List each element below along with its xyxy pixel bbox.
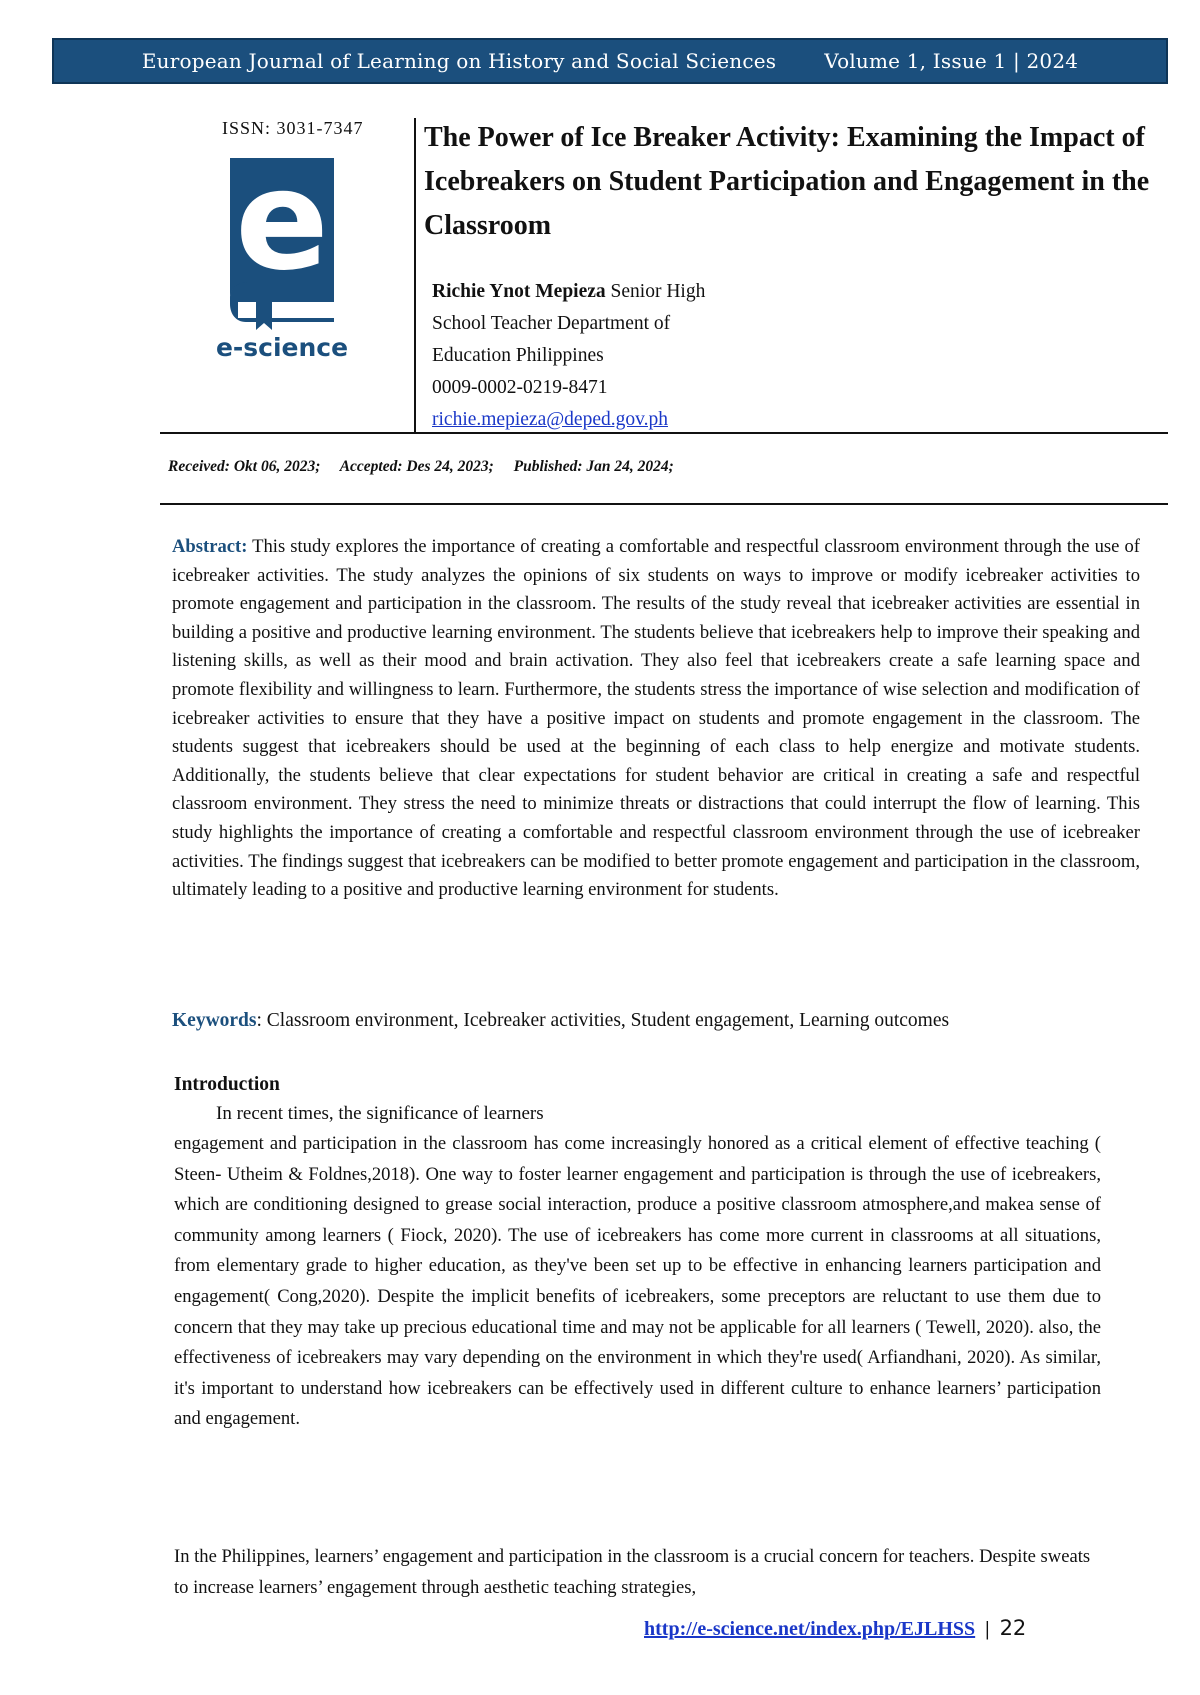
footer-separator: | (985, 1618, 990, 1640)
volume-issue: Volume 1, Issue 1 | 2024 (824, 49, 1079, 73)
introduction-paragraph-1: engagement and participation in the classroom has come increasingly honored as a critical element of effective teaching ( Steen- Utheim & Foldnes,2018). One way to foster learner engagement and participation is through the use of icebreakers, which are conditioning designed to grease social interaction, produce a positive classroom atmosphere,and makea sense of community among learners ( Fiock, 2020). The use of icebreakers has come more current in classrooms at all situations, from elementary grade to higher education, as they've been set up to be effective in enhancing learners participation and engagement( Cong,2020). Despite the implicit benefits of icebreakers, some preceptors are reluctant to use them due to concern that they may take up precious educational time and may not be applicable for all learners ( Tewell, 2020). also, the effectiveness of icebreakers may vary depending on the environment in which they're used( Arfiandhani, 2020). As similar, it's important to understand how icebreakers can be effectively used in different culture to enhance learners’ participation and engagement. (174, 1133, 1101, 1430)
author-name: Richie Ynot Mepieza (432, 281, 606, 302)
page-number: 22 (999, 1616, 1027, 1640)
author-affiliation-3: Education Philippines (432, 345, 604, 366)
article-title: The Power of Ice Breaker Activity: Examining the Impact of Icebreakers on Student Participation and Engagement in the Classroom (424, 122, 1150, 241)
author-block (432, 276, 705, 436)
introduction-heading: Introduction (174, 1074, 280, 1095)
e-science-logo-mark (216, 152, 348, 362)
journal-name: European Journal of Learning on History and Social Sciences (141, 49, 777, 73)
page-footer (644, 1616, 1026, 1641)
introduction-paragraph-2: In the Philippines, learners’ engagement and participation in the classroom is a crucial concern for teachers. Despite sweats to increase learners’ engagement through aesthetic teaching strategies, (174, 1546, 1091, 1598)
keywords-label: Keywords (172, 1010, 257, 1031)
title-divider (414, 118, 416, 432)
logo-letter: e (235, 152, 329, 301)
author-affiliation-2: School Teacher Department of (432, 313, 671, 334)
keywords (172, 1010, 949, 1032)
keywords-text: : Classroom environment, Icebreaker activities, Student engagement, Learning outcomes (256, 1010, 950, 1031)
logo-text: e-science (216, 333, 348, 362)
accepted-date: Accepted: Des 24, 2023; (339, 458, 494, 475)
top-rule (160, 432, 1168, 434)
author-email-link[interactable]: richie.mepieza@deped.gov.ph (432, 409, 668, 430)
received-date: Received: Okt 06, 2023; (168, 458, 321, 475)
issn: ISSN: 3031-7347 (222, 118, 364, 138)
author-affiliation-1: Senior High (605, 281, 706, 302)
author-orcid: 0009-0002-0219-8471 (432, 377, 608, 398)
abstract (172, 533, 1140, 905)
journal-url-link[interactable]: http://e-science.net/index.php/EJLHSS (644, 1618, 976, 1640)
introduction-first-line: In recent times, the significance of learners (216, 1103, 544, 1124)
e-science-logo (216, 152, 348, 362)
abstract-text: This study explores the importance of creating a comfortable and respectful classroom environment through the use of icebreaker activities. The study analyzes the opinions of six students on ways to improve or modify icebreaker activities to promote engagement and participation in the classroom. The results of the study reveal that icebreaker activities are essential in building a positive and productive learning environment. The students believe that icebreakers help to improve their speaking and listening skills, as well as their mood and brain activation. They also feel that icebreakers create a safe learning space and promote flexibility and willingness to learn. Furthermore, the students stress the importance of wise selection and modification of icebreaker activities to ensure that they have a positive impact on students and promote engagement in the classroom. The students suggest that icebreakers should be used at the beginning of each class to help energize and motivate students. Additionally, the students believe that clear expectations for student behavior are critical in creating a safe and respectful classroom environment. They stress the need to minimize threats or distractions that could interrupt the flow of learning. This study highlights the importance of creating a comfortable and respectful classroom environment through the use of icebreaker activities. The findings suggest that icebreakers can be modified to better promote engagement and participation in the classroom, ultimately leading to a positive and productive learning environment for students. (172, 536, 1140, 901)
journal-header-band (52, 38, 1168, 84)
bottom-rule (160, 503, 1168, 505)
author-line (432, 276, 705, 308)
article-dates (168, 458, 690, 476)
published-date: Published: Jan 24, 2024; (513, 458, 674, 475)
abstract-label: Abstract: (172, 536, 248, 557)
